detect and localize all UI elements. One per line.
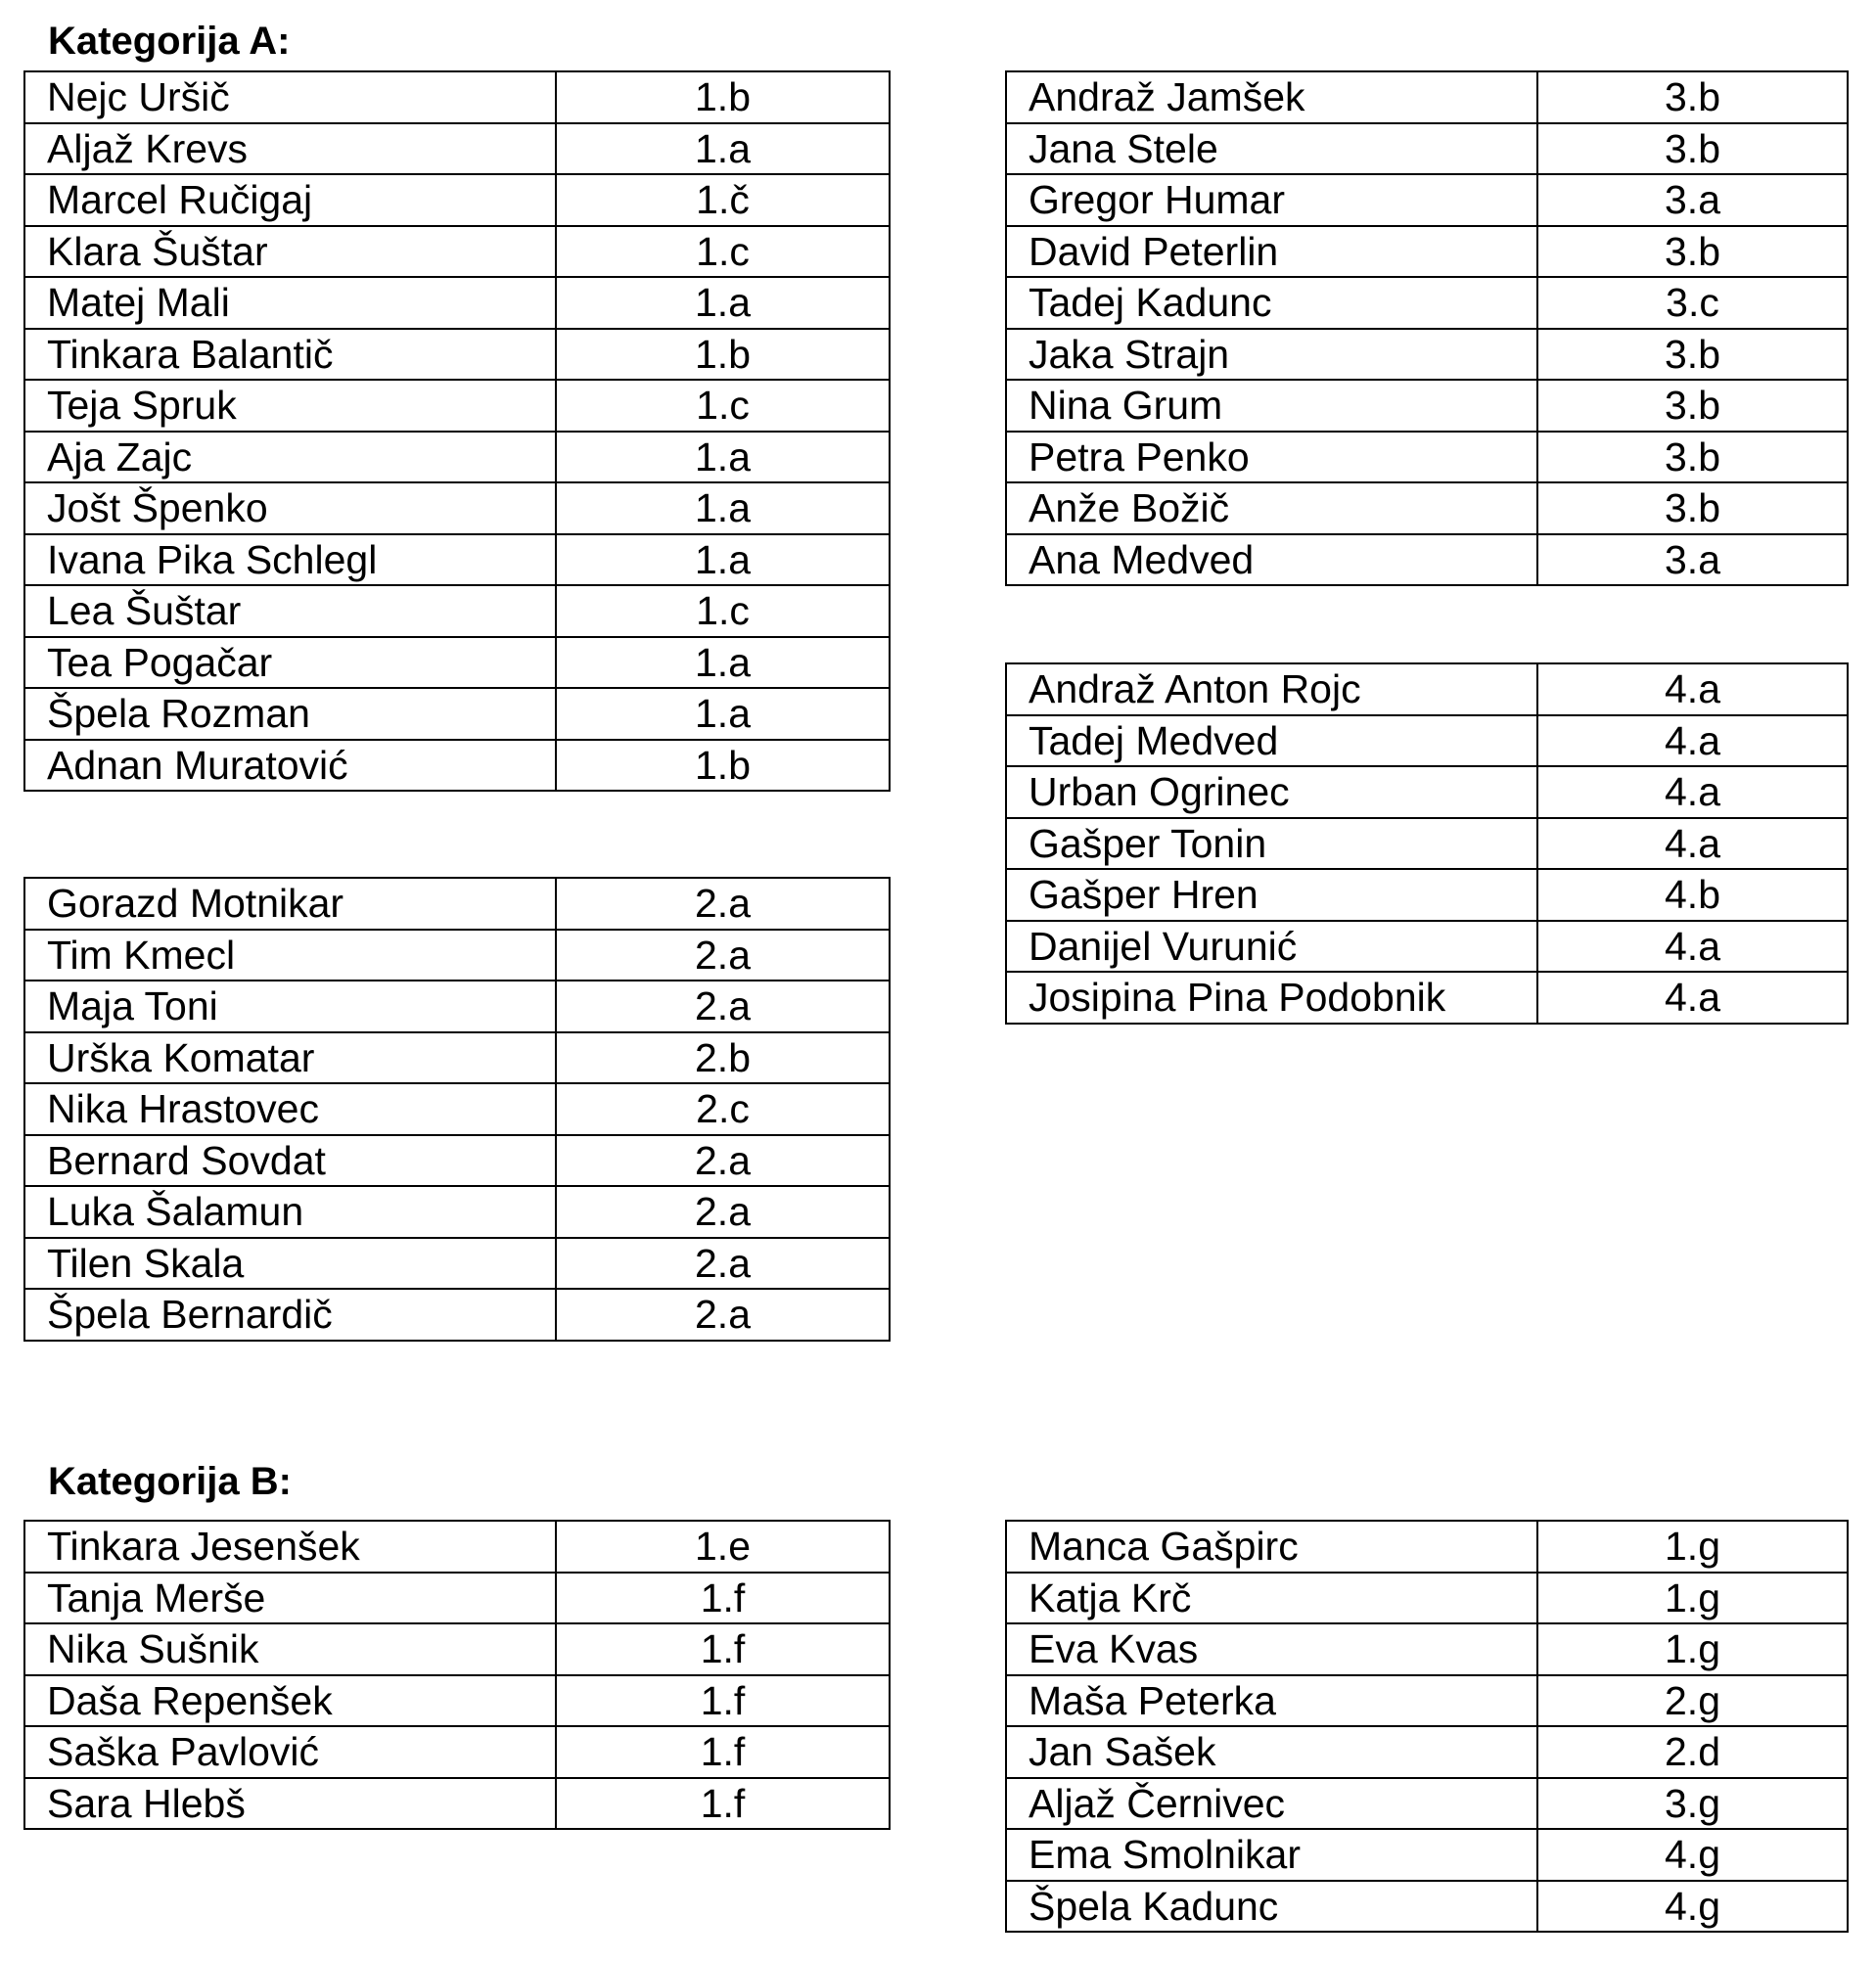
student-name-cell: Andraž Anton Rojc bbox=[1006, 663, 1537, 715]
category-a-grade3-table bbox=[1005, 70, 1849, 586]
student-name-cell: Tadej Medved bbox=[1006, 715, 1537, 767]
student-name-cell: Maja Toni bbox=[24, 981, 556, 1032]
class-cell: 4.g bbox=[1537, 1829, 1848, 1881]
class-cell: 1.a bbox=[556, 432, 890, 483]
table-row bbox=[1006, 921, 1848, 973]
student-name-cell: Luka Šalamun bbox=[24, 1186, 556, 1238]
class-cell: 1.a bbox=[556, 637, 890, 689]
class-cell: 3.b bbox=[1537, 226, 1848, 278]
class-cell: 1.g bbox=[1537, 1573, 1848, 1624]
table-row bbox=[24, 1573, 890, 1624]
class-cell: 3.a bbox=[1537, 174, 1848, 226]
student-name-cell: Katja Krč bbox=[1006, 1573, 1537, 1624]
class-cell: 1.f bbox=[556, 1726, 890, 1778]
category-a-grade1-table bbox=[23, 70, 891, 792]
table-row bbox=[24, 1032, 890, 1084]
class-cell: 3.a bbox=[1537, 534, 1848, 586]
class-cell: 1.a bbox=[556, 482, 890, 534]
table-row bbox=[1006, 1829, 1848, 1881]
table-row bbox=[24, 1726, 890, 1778]
class-cell: 1.c bbox=[556, 380, 890, 432]
class-cell: 3.b bbox=[1537, 123, 1848, 175]
class-cell: 2.d bbox=[1537, 1726, 1848, 1778]
class-cell: 1.a bbox=[556, 688, 890, 740]
class-cell: 1.f bbox=[556, 1675, 890, 1727]
class-cell: 2.a bbox=[556, 1289, 890, 1341]
student-name-cell: Gorazd Motnikar bbox=[24, 878, 556, 930]
student-name-cell: Matej Mali bbox=[24, 277, 556, 329]
table-row bbox=[1006, 1881, 1848, 1933]
student-name-cell: Urška Komatar bbox=[24, 1032, 556, 1084]
class-cell: 2.a bbox=[556, 1135, 890, 1187]
class-cell: 2.a bbox=[556, 930, 890, 981]
class-cell: 2.c bbox=[556, 1083, 890, 1135]
table-row bbox=[1006, 482, 1848, 534]
table-row bbox=[24, 1186, 890, 1238]
table-row bbox=[24, 123, 890, 175]
category-a-grade2-table bbox=[23, 877, 891, 1342]
table-row bbox=[1006, 869, 1848, 921]
student-name-cell: Nina Grum bbox=[1006, 380, 1537, 432]
category-a-heading: Kategorija A: bbox=[48, 20, 291, 63]
table-row bbox=[1006, 1623, 1848, 1675]
class-cell: 3.b bbox=[1537, 380, 1848, 432]
class-cell: 1.e bbox=[556, 1521, 890, 1573]
student-name-cell: Manca Gašpirc bbox=[1006, 1521, 1537, 1573]
student-name-cell: Nika Hrastovec bbox=[24, 1083, 556, 1135]
student-name-cell: Teja Spruk bbox=[24, 380, 556, 432]
table-row bbox=[1006, 71, 1848, 123]
student-name-cell: Tinkara Balantič bbox=[24, 329, 556, 381]
student-name-cell: Tadej Kadunc bbox=[1006, 277, 1537, 329]
category-b-left-table bbox=[23, 1520, 891, 1830]
table-row bbox=[1006, 1521, 1848, 1573]
student-name-cell: Jana Stele bbox=[1006, 123, 1537, 175]
student-name-cell: Špela Kadunc bbox=[1006, 1881, 1537, 1933]
class-cell: 1.a bbox=[556, 123, 890, 175]
class-cell: 1.c bbox=[556, 585, 890, 637]
student-name-cell: Daša Repenšek bbox=[24, 1675, 556, 1727]
class-cell: 1.a bbox=[556, 534, 890, 586]
student-name-cell: Lea Šuštar bbox=[24, 585, 556, 637]
table-row bbox=[1006, 380, 1848, 432]
student-name-cell: Ana Medved bbox=[1006, 534, 1537, 586]
class-cell: 3.b bbox=[1537, 329, 1848, 381]
student-name-cell: Saška Pavlović bbox=[24, 1726, 556, 1778]
student-name-cell: Gregor Humar bbox=[1006, 174, 1537, 226]
table-row bbox=[24, 981, 890, 1032]
class-cell: 1.c bbox=[556, 226, 890, 278]
table-row bbox=[24, 1521, 890, 1573]
student-name-cell: Tinkara Jesenšek bbox=[24, 1521, 556, 1573]
table-row bbox=[24, 534, 890, 586]
student-name-cell: Aja Zajc bbox=[24, 432, 556, 483]
student-name-cell: Adnan Muratović bbox=[24, 740, 556, 792]
table-row bbox=[1006, 715, 1848, 767]
student-name-cell: Petra Penko bbox=[1006, 432, 1537, 483]
class-cell: 2.a bbox=[556, 878, 890, 930]
student-name-cell: Špela Rozman bbox=[24, 688, 556, 740]
class-cell: 1.b bbox=[556, 71, 890, 123]
student-name-cell: Eva Kvas bbox=[1006, 1623, 1537, 1675]
class-cell: 3.g bbox=[1537, 1778, 1848, 1830]
student-name-cell: Špela Bernardič bbox=[24, 1289, 556, 1341]
table-row bbox=[1006, 1726, 1848, 1778]
class-cell: 2.a bbox=[556, 981, 890, 1032]
student-name-cell: Andraž Jamšek bbox=[1006, 71, 1537, 123]
table-row bbox=[24, 930, 890, 981]
table-row bbox=[24, 1778, 890, 1830]
student-name-cell: Jan Sašek bbox=[1006, 1726, 1537, 1778]
student-name-cell: Klara Šuštar bbox=[24, 226, 556, 278]
student-name-cell: Tanja Merše bbox=[24, 1573, 556, 1624]
class-cell: 4.a bbox=[1537, 715, 1848, 767]
table-row bbox=[24, 482, 890, 534]
student-name-cell: Nika Sušnik bbox=[24, 1623, 556, 1675]
class-cell: 4.a bbox=[1537, 921, 1848, 973]
table-row bbox=[24, 71, 890, 123]
class-cell: 3.b bbox=[1537, 71, 1848, 123]
table-row bbox=[1006, 277, 1848, 329]
table-row bbox=[1006, 1778, 1848, 1830]
student-name-cell: Aljaž Krevs bbox=[24, 123, 556, 175]
category-a-grade4-table bbox=[1005, 662, 1849, 1025]
class-cell: 1.b bbox=[556, 329, 890, 381]
class-cell: 4.b bbox=[1537, 869, 1848, 921]
table-row bbox=[1006, 534, 1848, 586]
student-name-cell: Anže Božič bbox=[1006, 482, 1537, 534]
class-cell: 1.f bbox=[556, 1573, 890, 1624]
class-cell: 4.g bbox=[1537, 1881, 1848, 1933]
student-name-cell: Aljaž Černivec bbox=[1006, 1778, 1537, 1830]
table-row bbox=[24, 585, 890, 637]
class-cell: 1.g bbox=[1537, 1521, 1848, 1573]
class-cell: 2.b bbox=[556, 1032, 890, 1084]
table-row bbox=[24, 380, 890, 432]
class-cell: 1.f bbox=[556, 1623, 890, 1675]
table-row bbox=[24, 1135, 890, 1187]
table-row bbox=[1006, 663, 1848, 715]
table-row bbox=[24, 432, 890, 483]
table-row bbox=[1006, 1573, 1848, 1624]
table-row bbox=[24, 1289, 890, 1341]
table-row bbox=[24, 226, 890, 278]
table-row bbox=[24, 637, 890, 689]
table-row bbox=[1006, 123, 1848, 175]
class-cell: 4.a bbox=[1537, 818, 1848, 870]
table-row bbox=[1006, 174, 1848, 226]
student-name-cell: Urban Ogrinec bbox=[1006, 766, 1537, 818]
student-name-cell: Jošt Špenko bbox=[24, 482, 556, 534]
table-row bbox=[24, 878, 890, 930]
student-name-cell: Sara Hlebš bbox=[24, 1778, 556, 1830]
student-name-cell: Marcel Ručigaj bbox=[24, 174, 556, 226]
class-cell: 2.g bbox=[1537, 1675, 1848, 1727]
table-row bbox=[24, 1675, 890, 1727]
table-row bbox=[24, 277, 890, 329]
table-row bbox=[1006, 766, 1848, 818]
student-name-cell: Ema Smolnikar bbox=[1006, 1829, 1537, 1881]
class-cell: 1.b bbox=[556, 740, 890, 792]
student-name-cell: Nejc Uršič bbox=[24, 71, 556, 123]
table-row bbox=[1006, 818, 1848, 870]
table-row bbox=[24, 740, 890, 792]
student-name-cell: Josipina Pina Podobnik bbox=[1006, 972, 1537, 1024]
class-cell: 4.a bbox=[1537, 663, 1848, 715]
class-cell: 2.a bbox=[556, 1186, 890, 1238]
class-cell: 1.g bbox=[1537, 1623, 1848, 1675]
table-row bbox=[24, 329, 890, 381]
table-row bbox=[24, 174, 890, 226]
category-b-heading: Kategorija B: bbox=[48, 1460, 292, 1503]
table-row bbox=[1006, 1675, 1848, 1727]
class-cell: 3.c bbox=[1537, 277, 1848, 329]
student-name-cell: Tim Kmecl bbox=[24, 930, 556, 981]
student-name-cell: Maša Peterka bbox=[1006, 1675, 1537, 1727]
class-cell: 4.a bbox=[1537, 766, 1848, 818]
class-cell: 1.f bbox=[556, 1778, 890, 1830]
student-name-cell: Gašper Tonin bbox=[1006, 818, 1537, 870]
table-row bbox=[1006, 329, 1848, 381]
class-cell: 3.b bbox=[1537, 482, 1848, 534]
table-row bbox=[24, 1238, 890, 1290]
student-name-cell: David Peterlin bbox=[1006, 226, 1537, 278]
student-name-cell: Danijel Vurunić bbox=[1006, 921, 1537, 973]
table-row bbox=[1006, 226, 1848, 278]
class-cell: 2.a bbox=[556, 1238, 890, 1290]
class-cell: 1.č bbox=[556, 174, 890, 226]
table-row bbox=[24, 1623, 890, 1675]
student-name-cell: Tilen Skala bbox=[24, 1238, 556, 1290]
category-b-right-table bbox=[1005, 1520, 1849, 1933]
table-row bbox=[24, 688, 890, 740]
table-row bbox=[1006, 432, 1848, 483]
student-name-cell: Jaka Strajn bbox=[1006, 329, 1537, 381]
class-cell: 3.b bbox=[1537, 432, 1848, 483]
student-name-cell: Bernard Sovdat bbox=[24, 1135, 556, 1187]
class-cell: 4.a bbox=[1537, 972, 1848, 1024]
student-name-cell: Gašper Hren bbox=[1006, 869, 1537, 921]
student-name-cell: Tea Pogačar bbox=[24, 637, 556, 689]
class-cell: 1.a bbox=[556, 277, 890, 329]
table-row bbox=[24, 1083, 890, 1135]
student-name-cell: Ivana Pika Schlegl bbox=[24, 534, 556, 586]
table-row bbox=[1006, 972, 1848, 1024]
